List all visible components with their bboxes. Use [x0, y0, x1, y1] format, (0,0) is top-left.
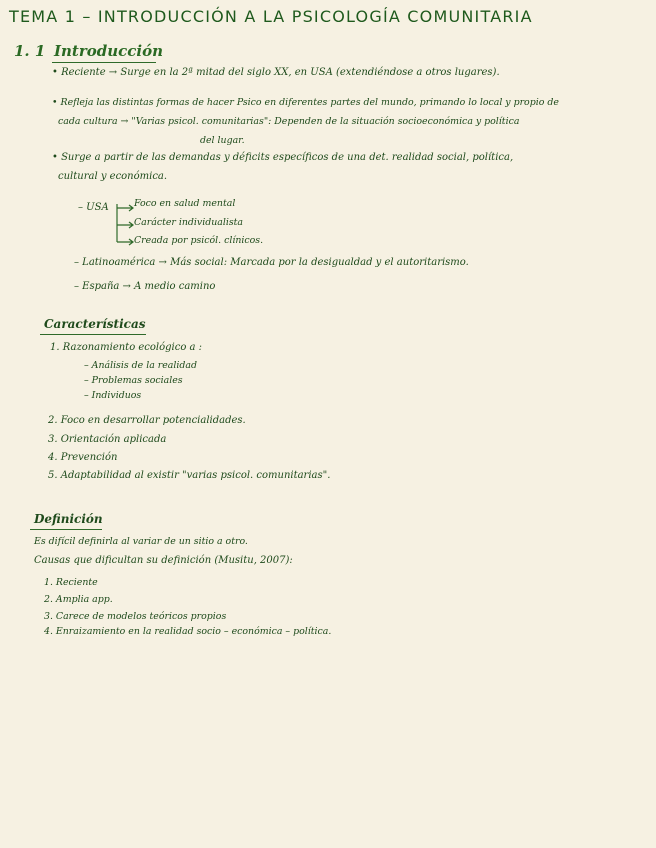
section-title: Introducción	[54, 42, 164, 60]
caract-sub-3: – Individuos	[84, 390, 142, 401]
caract-sub-1: – Análisis de la realidad	[84, 360, 197, 371]
caract-item-2: 2. Foco en desarrollar potencialidades.	[48, 415, 246, 426]
intro-bullet-2-line-3: del lugar.	[200, 135, 245, 146]
section-number: 1. 1	[14, 42, 46, 60]
intro-bullet-2-line-1: • Refleja las distintas formas de hacer Psico en diferentes partes del mundo, primando lo local y propio de	[52, 97, 559, 108]
cause-1: 1. Reciente	[44, 577, 98, 588]
usa-item-3: Creada por psicól. clínicos.	[134, 235, 264, 246]
caracteristicas-heading: Características	[44, 317, 146, 331]
intro-bullet-2-line-2: cada cultura → "Varias psicol. comunitarias": Dependen de la situación socioeconómica y política	[58, 116, 520, 127]
page-title: TEMA 1 – INTRODUCCIÓN A LA PSICOLOGÍA COMUNITARIA	[9, 7, 533, 26]
cause-2: 2. Amplia app.	[44, 594, 113, 605]
definicion-line-1: Es difícil definirla al variar de un sitio a otro.	[34, 536, 248, 547]
intro-bullet-3-line-2: cultural y económica.	[58, 171, 168, 182]
cause-4: 4. Enraizamiento en la realidad socio – económica – política.	[44, 626, 332, 637]
usa-label: – USA	[78, 202, 109, 213]
latam-line: – Latinoamérica → Más social: Marcada por la desigualdad y el autoritarismo.	[74, 257, 469, 268]
definicion-line-2: Causas que dificultan su definición (Musitu, 2007):	[34, 555, 293, 566]
section-title-underline	[52, 62, 156, 63]
caract-item-4: 4. Prevención	[48, 452, 118, 463]
spain-line: – España → A medio camino	[74, 281, 216, 292]
caract-item-3: 3. Orientación aplicada	[48, 434, 167, 445]
usa-item-2: Carácter individualista	[134, 217, 243, 228]
caract-sub-2: – Problemas sociales	[84, 375, 183, 386]
definicion-heading: Definición	[34, 512, 103, 526]
usa-item-1: Foco en salud mental	[134, 198, 236, 209]
cause-3: 3. Carece de modelos teóricos propios	[44, 611, 227, 622]
caracteristicas-underline	[40, 334, 146, 335]
definicion-underline	[30, 529, 102, 530]
intro-bullet-1: • Reciente → Surge en la 2ª mitad del siglo XX, en USA (extendiéndose a otros lugares).	[52, 67, 500, 78]
intro-bullet-3-line-1: • Surge a partir de las demandas y déficits específicos de una det. realidad social, política,	[52, 152, 514, 163]
caract-item-1: 1. Razonamiento ecológico a :	[50, 342, 203, 353]
caract-item-5: 5. Adaptabilidad al existir "varias psicol. comunitarias".	[48, 470, 331, 481]
